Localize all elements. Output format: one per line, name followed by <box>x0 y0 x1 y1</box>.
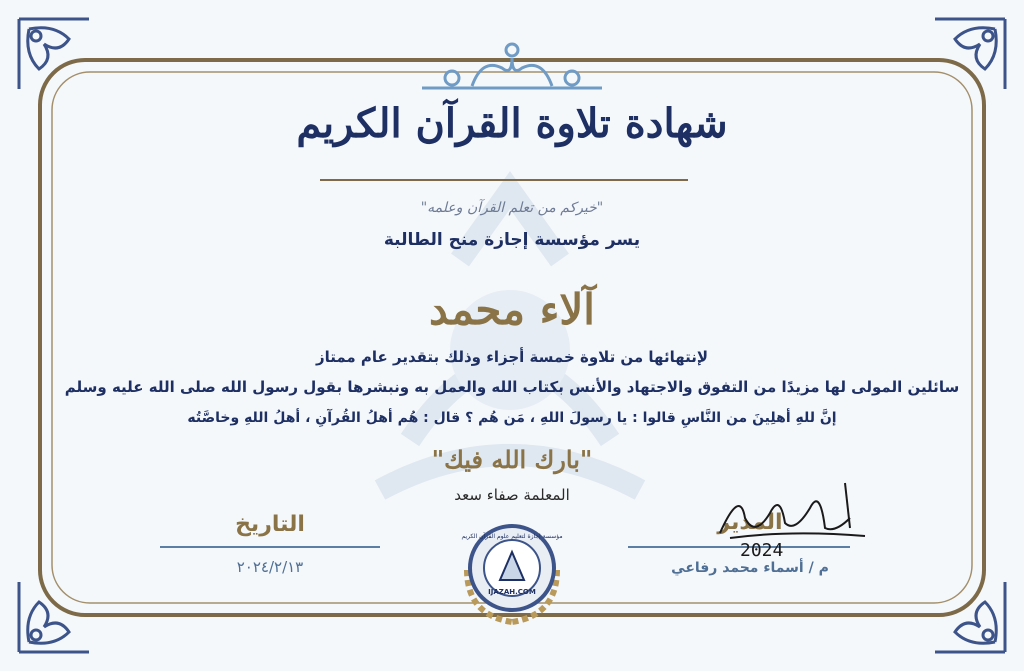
description-line-3: إنَّ للهِ أهلِينَ من النَّاسِ قالوا : يا رسولَ اللهِ ، مَن هُم ؟ قال : هُم أهلُ القُرآنِ ، أهلُ اللهِ وخاصَّتُه <box>187 410 837 426</box>
corner-ornament-icon <box>14 577 94 657</box>
date-label: التاريخ <box>235 512 305 537</box>
seal-arc-text: مؤسسة إجازة لتعليم علوم القرآن الكريم <box>461 533 563 540</box>
teacher-name: المعلمة صفاء سعد <box>454 486 570 504</box>
description-line-1: لإنتهائها من تلاوة خمسة أجزاء وذلك بتقدير عام ممتاز <box>315 348 709 366</box>
seal-center-text: IJAZAH.COM <box>488 588 536 596</box>
corner-ornament-icon <box>14 14 94 94</box>
blessing-text: "بارك الله فيك" <box>431 445 593 474</box>
corner-ornament-icon <box>930 577 1010 657</box>
student-name: آلاء محمد <box>429 285 595 334</box>
date-value: ٢٠٢٤/٢/١٣ <box>236 558 304 576</box>
director-label: المدير <box>717 510 783 535</box>
signature-image <box>700 478 870 558</box>
director-name: م / أسماء محمد رفاعي <box>671 560 829 576</box>
institution-seal-logo <box>452 510 572 630</box>
top-ornament-icon <box>412 38 612 98</box>
corner-ornament-icon <box>930 14 1010 94</box>
signature-date: 2024 <box>740 540 784 558</box>
certificate-title: شهادة تلاوة القرآن الكريم <box>296 100 728 147</box>
grant-line: يسر مؤسسة إجازة منح الطالبة <box>383 230 641 250</box>
description-line-2: سائلين المولى لها مزيدًا من التفوق والاجتهاد والأنس بكتاب الله والعمل به ونبشرها بقول رسول الله صلى الله عليه وسلم <box>64 378 960 396</box>
hadith-quote: "خيركم من تعلم القرآن وعلمه" <box>420 200 604 216</box>
